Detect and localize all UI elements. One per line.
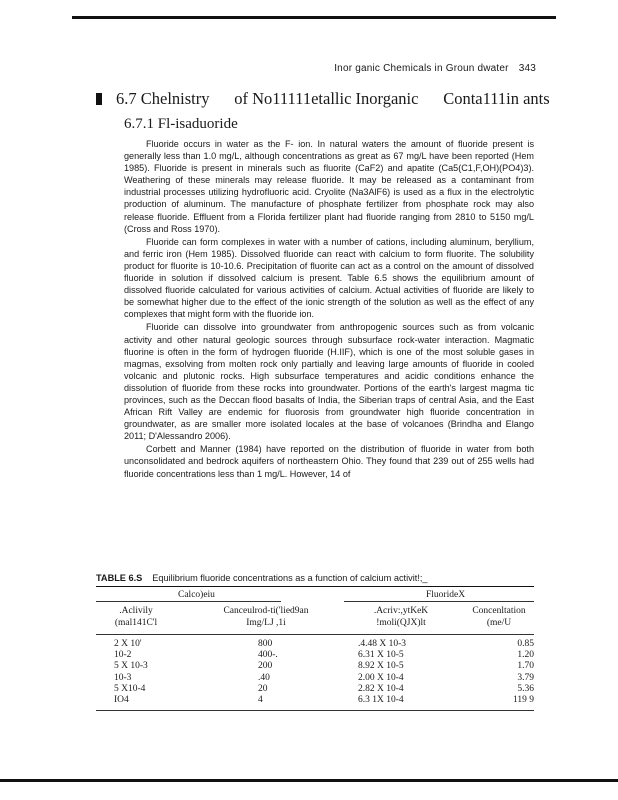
body-text bbox=[124, 138, 534, 480]
table-caption bbox=[96, 573, 534, 587]
col-fluoride-activity: .Acriv:,ytKeK !moli(QJX)lt bbox=[373, 606, 429, 628]
table-row: IO4 4 6.3 1X 10-4 119 9 bbox=[114, 694, 534, 705]
table-row: 2 X 10' 800 .4.48 X 10-3 0.85 bbox=[114, 639, 534, 649]
section-heading bbox=[96, 89, 550, 109]
top-rule bbox=[72, 16, 556, 19]
paragraph: Fluoride can form complexes in water with a number of cations, including aluminum, beryllium, and ferric iron (Hem 1985). Dissolved fluoride can react with calcium to form fluorite. The solubility product for fluorite is 10-10.6. Precipitation of fluorite can act as a control on the amount of dissolved fluoride in solution if dissolved calcium is present. Table 6.5 shows the equilibrium amount of dissolved fluoride calculated for various activities of calcium. Actual activities of fluoride are likely to be somewhat higher due to the effect of the ionic strength of the solution as well as the effect of any complexes that might form with the fluoride ion. bbox=[124, 236, 534, 320]
section-title: 6.7 Chelnistry of No11111etallic Inorganic Conta111in ants bbox=[116, 89, 550, 108]
table-caption-text: Equilibrium fluoride concentrations as a function of calcium activit!;_ bbox=[152, 573, 428, 583]
col-calcium-concentration: Canceulrod-ti('lied9an Img/LJ ,1i bbox=[223, 606, 309, 628]
header-rule bbox=[96, 634, 534, 635]
fluoride-table bbox=[96, 573, 534, 711]
table-row: 5 X 10-3 200 8.92 X 10-5 1.70 bbox=[114, 661, 534, 672]
paragraph: Fluoride occurs in water as the F- ion. In natural waters the amount of fluoride present is generally less than 1.0 mg/L, although concentrations as great as 67 mg/L have been reported (Hem 1985). Fluoride is present in minerals such as fluorite (CaF2) and apatite (Ca5(C1,F,OH)(PO4)3). Weathering of these minerals may release fluoride. It may be released as a contaminant from industrial processes utilizing hydrofluoric acid. Cryolite (Na3AlF6) is used as a flux in the electrolytic production of aluminum. The manufacture of phosphate fertilizer from phosphate rock may also release fluoride. Effluent from a Florida fertilizer plant had fluoride ranging from 2810 to 5150 mg/L (Cross and Ross 1970). bbox=[124, 139, 534, 234]
col-calcium-activity: .Aclivily (mal141C'l bbox=[114, 606, 158, 628]
subsection-title: 6.7.1 Fl-isaduoride bbox=[124, 116, 238, 132]
paragraph: Corbett and Manner (1984) have reported on the distribution of fluoride in water from both unconsolidated and bedrock aquifers of northeastern Ohio. They found that 239 out of 255 wells had fluoride concentrations less than 1 mg/L. However, 14 of bbox=[124, 444, 534, 479]
table-row: 10-2 400-. 6.31 X 10-5 1.20 bbox=[114, 650, 534, 661]
fluoride-group-label: FluorideX bbox=[426, 590, 466, 600]
table-bottom-rule bbox=[96, 710, 534, 711]
page-number: 343 bbox=[518, 63, 536, 74]
running-header bbox=[334, 63, 536, 74]
bottom-rule bbox=[0, 779, 618, 782]
table-column-headers bbox=[96, 602, 534, 632]
table-body bbox=[96, 639, 534, 706]
table-row: 10-3 .40 2.00 X 10-4 3.79 bbox=[114, 672, 534, 683]
paragraph: Fluoride can dissolve into groundwater from anthropogenic sources such as from volcanic activity and other natural geologic sources through subsurface rock-water interaction. Magmatic fluorine is often in the form of hydrogen fluoride (H.IIF), which is one of the most soluble gases in magmas, exsolving from molten rock only partially and leaving large amounts of fluoride in cooled volcanic and plutonic rocks. High subsurface temperatures and acidic conditions enhance the dissolution of fluoride from these rocks into groundwater. Portions of the earth's largest magma tic provinces, such as the Deccan flood basalts of India, the Siberian traps of central Asia, and the East African Rift Valley are endemic for fluorosis from groundwater high fluoride concentration in groundwater, as are smaller more isolated locales at the base of volcanoes (Brindha and Elango 2011; D'Alessandro 2006). bbox=[124, 322, 534, 442]
calcium-group-label: Calco)eiu bbox=[178, 590, 215, 600]
section-marker bbox=[96, 93, 102, 105]
table-group-header bbox=[96, 587, 534, 602]
table-row: 5 X10-4 20 2.82 X 10-4 5.36 bbox=[114, 683, 534, 694]
table-label: TABLE 6.S bbox=[96, 573, 143, 583]
running-title: Inor ganic Chemicals in Groun dwater bbox=[334, 63, 509, 74]
col-fluoride-concentration: Concenltation (me/U bbox=[472, 606, 526, 628]
